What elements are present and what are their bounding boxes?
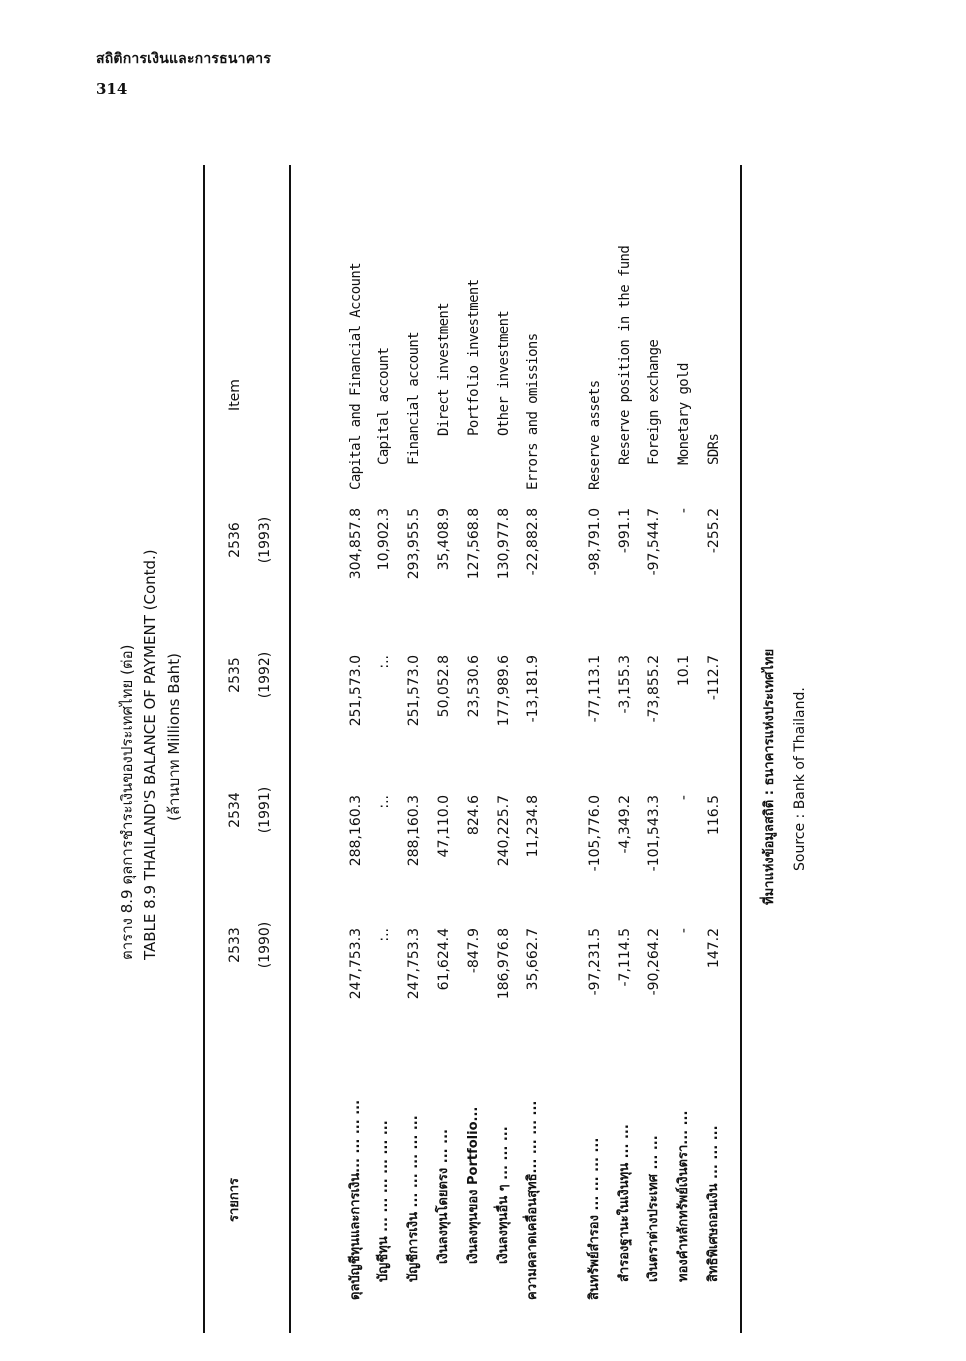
row-item-label: Financial account (406, 331, 422, 465)
row-thai-label: เงินลงทุนโดยตรง ... ... (436, 1129, 451, 1264)
row-value-cell: 293,955.5 (406, 508, 422, 580)
row-value-cell: -101,543.3 (646, 795, 662, 872)
row-thai-label: เงินตราต่างประเทศ ... ... (646, 1135, 661, 1282)
row-item-label: Foreign exchange (646, 339, 662, 465)
header-year-ce: (1993) (257, 516, 273, 564)
row-thai-label: ดุลบัญชีทุนและการเงิน... ... ... ... (348, 1099, 363, 1300)
row-value-cell: 116.5 (706, 795, 722, 836)
row-value-cell: 251,573.0 (348, 655, 364, 727)
row-item-label: Reserve position in the fund (617, 245, 633, 465)
row-item-label: Capital account (376, 347, 392, 465)
row-value-cell: :.. (376, 795, 392, 809)
row-value-cell: 824.6 (466, 795, 482, 836)
row-value-cell: 127,568.8 (466, 508, 482, 580)
row-value-cell: 35,408.9 (436, 508, 452, 571)
row-value-cell: 288,160.3 (406, 795, 422, 867)
row-value-cell: :.. (376, 928, 392, 942)
header-year-ce: (1992) (257, 651, 273, 699)
row-value-cell: 247,753.3 (348, 928, 364, 1000)
header-year-2535 (226, 635, 274, 715)
row-value-cell: -90,264.2 (646, 928, 662, 996)
bottom-rule (740, 165, 742, 1333)
row-item-label: Errors and omissions (525, 333, 541, 490)
header-thai-item: รายการ (227, 1177, 242, 1223)
row-thai-label: เงินลงทุนของ Portfolio... (466, 1106, 481, 1264)
row-value-cell: -255.2 (706, 508, 722, 554)
header-year-be: 2533 (227, 927, 243, 963)
row-item-label: Other investment (496, 310, 512, 436)
row-thai-label: บัญชีการเงิน ... ... ... ... ... (406, 1115, 421, 1282)
row-item-label: Portfolio investment (466, 279, 482, 436)
header-year-ce: (1990) (257, 921, 273, 969)
row-value-cell: - (676, 928, 692, 934)
row-value-cell: -7,114.5 (617, 928, 633, 987)
header-item: Item (227, 379, 243, 411)
row-value-cell: -73,855.2 (646, 655, 662, 723)
row-thai-label: ความคลาดเคลื่อนสุทธิ... ... ... ... (525, 1100, 540, 1300)
row-value-cell: 304,857.8 (348, 508, 364, 580)
row-value-cell: 240,225.7 (496, 795, 512, 867)
row-value-cell: -97,544.7 (646, 508, 662, 576)
row-value-cell: -77,113.1 (587, 655, 603, 723)
row-item-label: Capital and Financial Account (348, 262, 364, 490)
row-value-cell: 130,977.8 (496, 508, 512, 580)
row-value-cell: 251,573.0 (406, 655, 422, 727)
table-title-english: TABLE 8.9 THAILAND'S BALANCE OF PAYMENT (Contd.) (141, 549, 159, 960)
row-value-cell: -112.7 (706, 655, 722, 701)
row-value-cell: 288,160.3 (348, 795, 364, 867)
row-value-cell: 10,902.3 (376, 508, 392, 571)
top-rule (203, 165, 205, 1333)
row-value-cell: 23,530.6 (466, 655, 482, 718)
running-head: สถิติการเงินและการธนาคาร (96, 51, 272, 67)
row-value-cell: :.. (376, 655, 392, 669)
row-value-cell: -847.9 (466, 928, 482, 974)
row-value-cell: 147.2 (706, 928, 722, 969)
row-value-cell: -105,776.0 (587, 795, 603, 872)
header-year-2536 (226, 500, 274, 580)
row-value-cell: 10.1 (676, 655, 692, 687)
row-thai-label: สินทรัพย์สำรอง ... ... ... ... (587, 1137, 602, 1300)
row-thai-label: ทองคำหลักทรัพย์เงินตรา... ... (676, 1110, 691, 1282)
row-item-label: SDRs (706, 433, 722, 465)
row-value-cell: 247,753.3 (406, 928, 422, 1000)
header-year-2533 (226, 905, 274, 985)
row-value-cell: -3,155.3 (617, 655, 633, 714)
header-rule (289, 165, 291, 1333)
row-value-cell: -991.1 (617, 508, 633, 554)
row-value-cell: - (676, 508, 692, 514)
table-title-thai: ตาราง 8.9 ดุลการชำระเงินของประเทศไทย (ต่อ) (118, 644, 136, 960)
header-year-be: 2534 (227, 792, 243, 828)
row-value-cell: - (676, 795, 692, 801)
row-value-cell: 50,052.8 (436, 655, 452, 718)
row-item-label: Reserve assets (587, 380, 603, 490)
header-year-be: 2536 (227, 522, 243, 558)
row-item-label: Monetary gold (676, 363, 692, 465)
row-item-label: Direct investment (436, 302, 452, 436)
source-thai: ที่มาแห่งข้อมูลสถิติ : ธนาคารแห่งประเทศไทย (762, 648, 777, 905)
row-thai-label: สิทธิพิเศษถอนเงิน ... ... ... (706, 1125, 721, 1282)
row-thai-label: บัญชีทุน ... ... ... ... ... ... (376, 1120, 391, 1282)
row-value-cell: -97,231.5 (587, 928, 603, 996)
row-thai-label: สำรองฐานะในเงินทุน ... ... (617, 1124, 632, 1282)
header-year-ce: (1991) (257, 786, 273, 834)
table-unit: (ล้านบาท Millions Baht) (165, 653, 183, 821)
row-value-cell: 186,976.8 (496, 928, 512, 1000)
page-number: 314 (96, 80, 128, 98)
row-value-cell: 11,234.8 (525, 795, 541, 858)
row-value-cell: -4,349.2 (617, 795, 633, 854)
header-year-2534 (226, 770, 274, 850)
source-english: Source : Bank of Thailand. (792, 687, 808, 871)
row-thai-label: เงินลงทุนอื่น ๆ ... ... ... (496, 1126, 511, 1264)
row-value-cell: 35,662.7 (525, 928, 541, 991)
row-value-cell: 177,989.6 (496, 655, 512, 727)
row-value-cell: -22,882.8 (525, 508, 541, 576)
row-value-cell: -13,181.9 (525, 655, 541, 723)
header-year-be: 2535 (227, 657, 243, 693)
row-value-cell: 47,110.0 (436, 795, 452, 858)
row-value-cell: 61,624.4 (436, 928, 452, 991)
row-value-cell: -98,791.0 (587, 508, 603, 576)
